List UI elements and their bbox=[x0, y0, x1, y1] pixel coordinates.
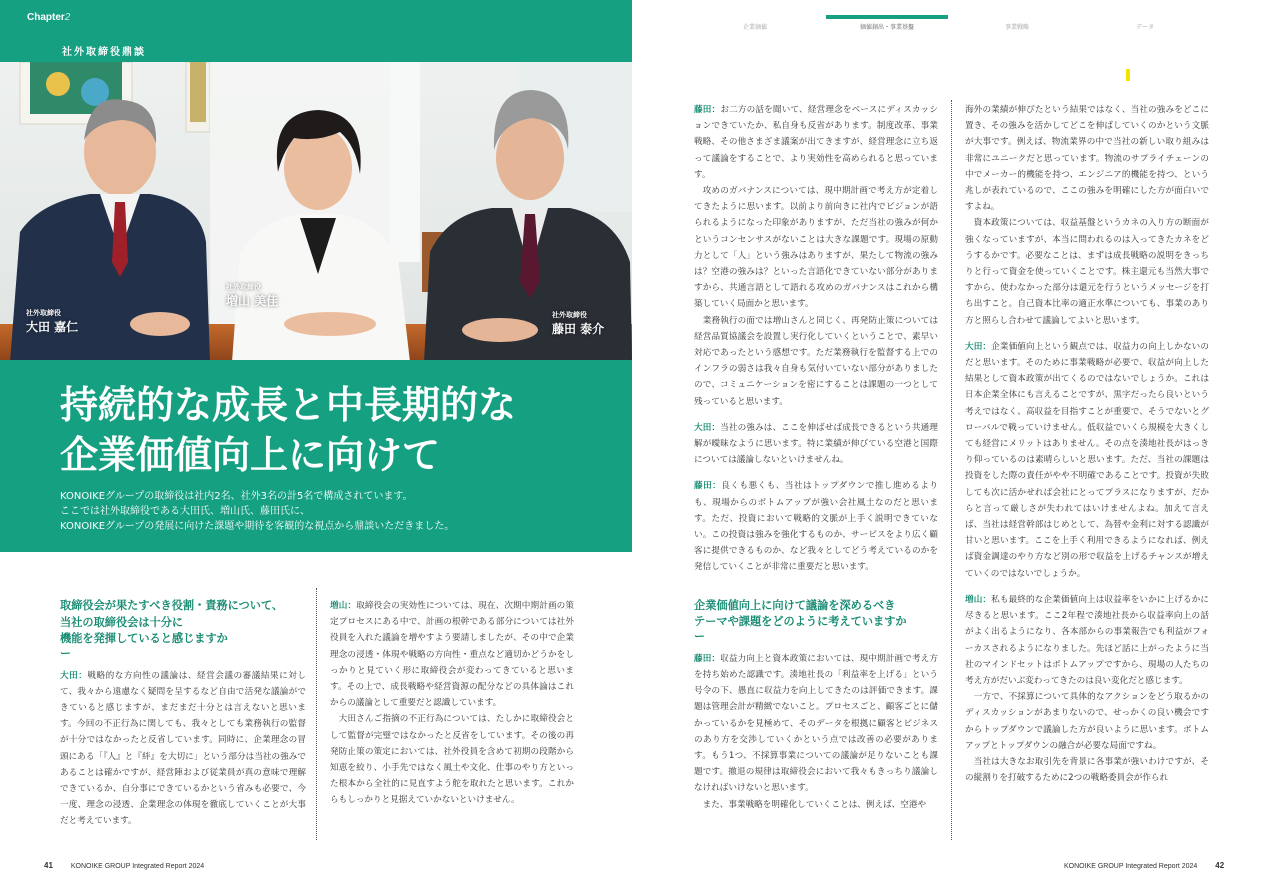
paragraph-text: お二方の話を聞いて、経営理念をベースにディスカッションできていたか、私自身も反省があります。制度改革、事業戦略、その他さまざま議案が出てきますが、経営理念に立ち返って議論をすることで、より実効性を高められると思っています。 bbox=[694, 105, 938, 180]
paragraph-text: 戦略的な方向性の議論は、経営会議の審議結果に対して、我々から遠慮なく疑問を呈するなど自由で活発な議論ができていると感じますが、まだまだ十分とは言えないと思います。今回の不正行為に関しても、我々としても業務執行の監督が十分ではなかったと反省しています。同時に、企業理念の冒頭にある「『人』と『絆』を大切に」という部分は当社の強みであることは確かですが、経営陣および従業員が真の意味で理解できているか、自分事にできているかという省みも必要で、今一度、理念の浸透、企業理念の体現を徹底していくことが大事だと考えています。 bbox=[60, 670, 306, 827]
left-footer bbox=[44, 861, 204, 870]
dialogue-paragraph bbox=[965, 102, 1209, 215]
active-tab-indicator bbox=[826, 15, 948, 19]
paragraph-text: 当社の強みは、ここを伸ばせば成長できるという共通理解が曖昧なように思います。特に業績が伸びている空港と国際については議論しないといけませんね。 bbox=[694, 422, 938, 466]
dialogue-paragraph bbox=[694, 797, 938, 813]
dialogue-paragraph bbox=[965, 339, 1209, 582]
paragraph-text: 収益力向上と資本政策においては、現中期計画で考え方を持ち始めた認識です。湊地社長の「利益率を上げる」という号令の下、愚直に収益力を向上してきたのは評価できます。課題は管理会計が精緻でないこと。プロセスごと、顧客ごとに儲かっているかを見極めて、そのデータを根拠に顧客とビジネスのあり方を交渉していくかという点では改善の必要があります。もう1つ、不採算事業についての議論が足りないことも課題です。撤退の規律は取締役会において我々もきっちり議論しなければいけないと思います。 bbox=[694, 653, 938, 794]
dialogue-paragraph bbox=[694, 420, 938, 469]
speaker-name: 増山： bbox=[965, 594, 992, 605]
tab-data[interactable]: データ bbox=[1135, 24, 1154, 31]
series-title: 社外取締役鼎談 bbox=[62, 47, 146, 58]
tab-corporate-value[interactable]: 企業価値 bbox=[742, 24, 767, 31]
tab-business-strategy[interactable]: 事業戦略 bbox=[1004, 24, 1029, 31]
speaker-name: 増山： bbox=[330, 601, 357, 611]
speaker-name: 藤田： bbox=[694, 105, 721, 115]
lead-text: KONOIKEグループの取締役は社内2名、社外3名の計5名で構成されています。 ここでは社外取締役である大田氏、増山氏、藤田氏に、 KONOIKEグループの発展に向けた課題や期待を客観的な視点から鼎談いただきました。 bbox=[60, 491, 455, 532]
dialogue-paragraph bbox=[694, 651, 938, 797]
participant-label-2 bbox=[226, 282, 278, 309]
group-photo bbox=[0, 62, 632, 360]
dialogue-paragraph bbox=[694, 102, 938, 183]
accent-marker bbox=[1126, 69, 1130, 81]
tab-value-creation[interactable]: 価値創出・事業基盤 bbox=[859, 24, 914, 31]
left-column-1 bbox=[60, 598, 306, 830]
question-dash: ー bbox=[60, 646, 71, 660]
speaker-name: 大田： bbox=[965, 341, 992, 352]
right-column-2 bbox=[965, 102, 1209, 786]
participant-role: 社外取締役 bbox=[26, 309, 61, 317]
participant-role: 社外取締役 bbox=[552, 311, 587, 319]
dialogue-paragraph bbox=[965, 754, 1209, 786]
left-column-2 bbox=[330, 598, 574, 809]
photo-illustration bbox=[0, 62, 632, 360]
chapter-number: 2 bbox=[64, 12, 71, 23]
dialogue-paragraph bbox=[965, 215, 1209, 328]
paragraph-text: 業務執行の面では増山さんと同じく、再発防止策については経営品質協議会を設置し実行化していくということで、素早い対応であったという感想です。ただ業務執行を監督する上でのインフラの弱さは我々自身も気付いていない部分がありましたので、コミュニケーションを密にすることは課題の一つとして残っていると思います。 bbox=[694, 315, 938, 407]
report-name: KONOIKE GROUP Integrated Report 2024 bbox=[1064, 863, 1198, 870]
participant-name: 藤田 泰介 bbox=[552, 322, 605, 336]
right-footer bbox=[1064, 861, 1224, 870]
chapter-label bbox=[27, 12, 70, 23]
dialogue-paragraph bbox=[60, 668, 306, 830]
report-name: KONOIKE GROUP Integrated Report 2024 bbox=[70, 863, 205, 870]
paragraph-text: 良くも悪くも、当社はトップダウンで推し進めるよりも、現場からのボトムアップが強い会社風土なのだと思います。ただ、投資において戦略的文脈が上手く説明できていない。この投資は強みを強化するものか、サービスをより広く顧客に提供できるものか、など我々としてどう考えているのかを発信していくことが非常に重要だと思います。 bbox=[694, 481, 938, 573]
participant-label-3 bbox=[552, 310, 604, 337]
column-divider bbox=[951, 100, 952, 840]
speaker-name: 大田： bbox=[60, 670, 88, 681]
speaker-name: 大田： bbox=[694, 422, 721, 433]
participant-name: 大田 嘉仁 bbox=[26, 320, 79, 334]
participant-role: 社外取締役 bbox=[226, 283, 261, 291]
page-number: 41 bbox=[44, 861, 53, 870]
question-dash: ー bbox=[694, 629, 705, 643]
participant-name: 増山 美佳 bbox=[226, 294, 279, 308]
column-divider bbox=[316, 588, 317, 840]
participant-label-1 bbox=[26, 308, 78, 335]
question-heading: 取締役会が果たすべき役割・責務について、 当社の取締役会は十分に 機能を発揮していると感じますか bbox=[60, 599, 284, 645]
paragraph-text: 当社は大きなお取引先を背景に各事業が強いわけですが、その縦割りを打破するために2つの戦略委員会が作られ bbox=[965, 756, 1209, 784]
dialogue-paragraph bbox=[330, 598, 574, 711]
page-number: 42 bbox=[1215, 861, 1225, 870]
page-headline: 持続的な成長と中長期的な 企業価値向上に向けて bbox=[60, 383, 517, 477]
paragraph-text: また、事業戦略を明確化していくことは、例えば、空港や bbox=[694, 799, 927, 810]
speaker-name: 藤田： bbox=[694, 481, 722, 492]
paragraph-text: 攻めのガバナンスについては、現中期計画で考え方が定着してきたように思います。以前より前向きに社内でビジョンが語られるようになった印象がありますが、ただ当社の強みが何かというコンセンサスがないことは大きな課題です。現場の原動力として「人」という強みはありますが、果たして物流の強みは？空港の強みは？といった言語化できていない部分がありますから、共通言語として語れる攻めのガバナンスはこれから構築していく局面かと思います。 bbox=[694, 186, 938, 310]
dialogue-paragraph bbox=[694, 313, 938, 410]
dialogue-paragraph bbox=[965, 592, 1209, 689]
dialogue-paragraph bbox=[330, 711, 574, 808]
paragraph-text: 大田さんご指摘の不正行為については、たしかに取締役会として監督が完璧ではなかったと反省をしています。その後の再発防止策の策定においては、社外役員を含めて初期の段階から知恵を絞り、小手先ではなく風土や文化、仕事のやり方といった根本から全社的に見直すよう舵を取れたと思います。これからもしっかりと見据えていかないといけません。 bbox=[330, 714, 574, 806]
paragraph-text: 海外の業績が伸びたという結果ではなく、当社の強みをどこに置き、その強みを活かしてどこを伸ばしていくのかという文脈が大事です。例えば、物流業界の中で当社の新しい取り組みは非常にユニークだと思っています。物流のサプライチェーンの中でメーカー的機能を持つ、エンジニア的機能を持つ、という兆しが表れているので、ここの強みを明確にした方が面白いですよね。 bbox=[965, 105, 1209, 213]
speaker-name: 藤田： bbox=[694, 653, 721, 664]
dialogue-paragraph bbox=[965, 689, 1209, 754]
dialogue-paragraph bbox=[694, 478, 938, 575]
paragraph-text: 企業価値向上という観点では、収益力の向上しかないのだと思います。そのために事業戦略が必要で、収益が向上した結果として資本政策が出てくるのではないでしょうか。これは日本企業全体にも言えることですが、黒字だったら良いという考えではなく、高収益を目指すことが重要で、そうでないとグローバルで戦っていけません。低収益でいくら規模を大きくしても経営にメリットはありません。その点を湊地社長がはっきり仰っているのは素晴らしいと思います。ただ、当社の課題は投資をした際の責任がやや不明確であることです。投資が失敗しても次に活かせれば会社にとってプラスになりますが、だからと言って厳しさが失われてはいけませんよね。加えて言えば、当社は経営幹部はじめとして、為替や金利に対する認識が甘いと思います。ここを上手く利用できるようになれば、例えば資金調達のやり方など別の形で収益を上げるチャンスが増えていくのではないでしょうか。 bbox=[965, 341, 1209, 579]
paragraph-text: 資本政策については、収益基盤というカネの入り方の断面が強くなっていますが、本当に問われるのは入ってきたカネをどうするかです。必要なことは、まずは成長戦略の説明をきっちりと行って資金を使っていくことです。株主還元も当然大事ですから、使わなかった部分は還元を行うというメッセージを打ち出すこと。自己資本比率の適正水準についても、事業のあり方と照らし合わせて議論してよいと思います。 bbox=[965, 218, 1209, 326]
paragraph-text: 一方で、不採算について具体的なアクションをどう取るかのディスカッションがあまりないので、せっかくの良い機会ですからトップダウンで議論した方が良いように思います。ボトムアップとトップダウンの融合が必要な局面ですね。 bbox=[965, 692, 1209, 751]
dialogue-paragraph bbox=[694, 183, 938, 313]
question-heading: 企業価値向上に向けて議論を深めるべき テーマや課題をどのように考えていますか bbox=[694, 598, 907, 629]
right-column-1 bbox=[694, 102, 938, 813]
chapter-text: Chapter bbox=[27, 12, 65, 23]
paragraph-text: 取締役会の実効性については、現在、次期中期計画の策定プロセスにある中で、計画の根幹である部分については社外役員を入れた議論を増やすよう要請しましたが、その中で企業理念の浸透・体現や戦略の方向性・重点など適切かどうかをしっかりと見ていく形に取締役会が変わってきていると思います。その上で、成長戦略や経営資源の配分などの具体論はこれからの議論として重要だと認識しています。 bbox=[330, 601, 574, 709]
paragraph-text: 私も最終的な企業価値向上は収益率をいかに上げるかに尽きると思います。ここ2年程で湊地社長から収益率向上の話がよく出るようになり、各本部からの事業報告でも利益がフォーカスされるようになりました。先ほど話に上がったように当社のマインドセットはボトムアップですから、現場の人たちの考え方がだいぶ変わってきたのは良い変化だと感じます。 bbox=[965, 594, 1209, 686]
